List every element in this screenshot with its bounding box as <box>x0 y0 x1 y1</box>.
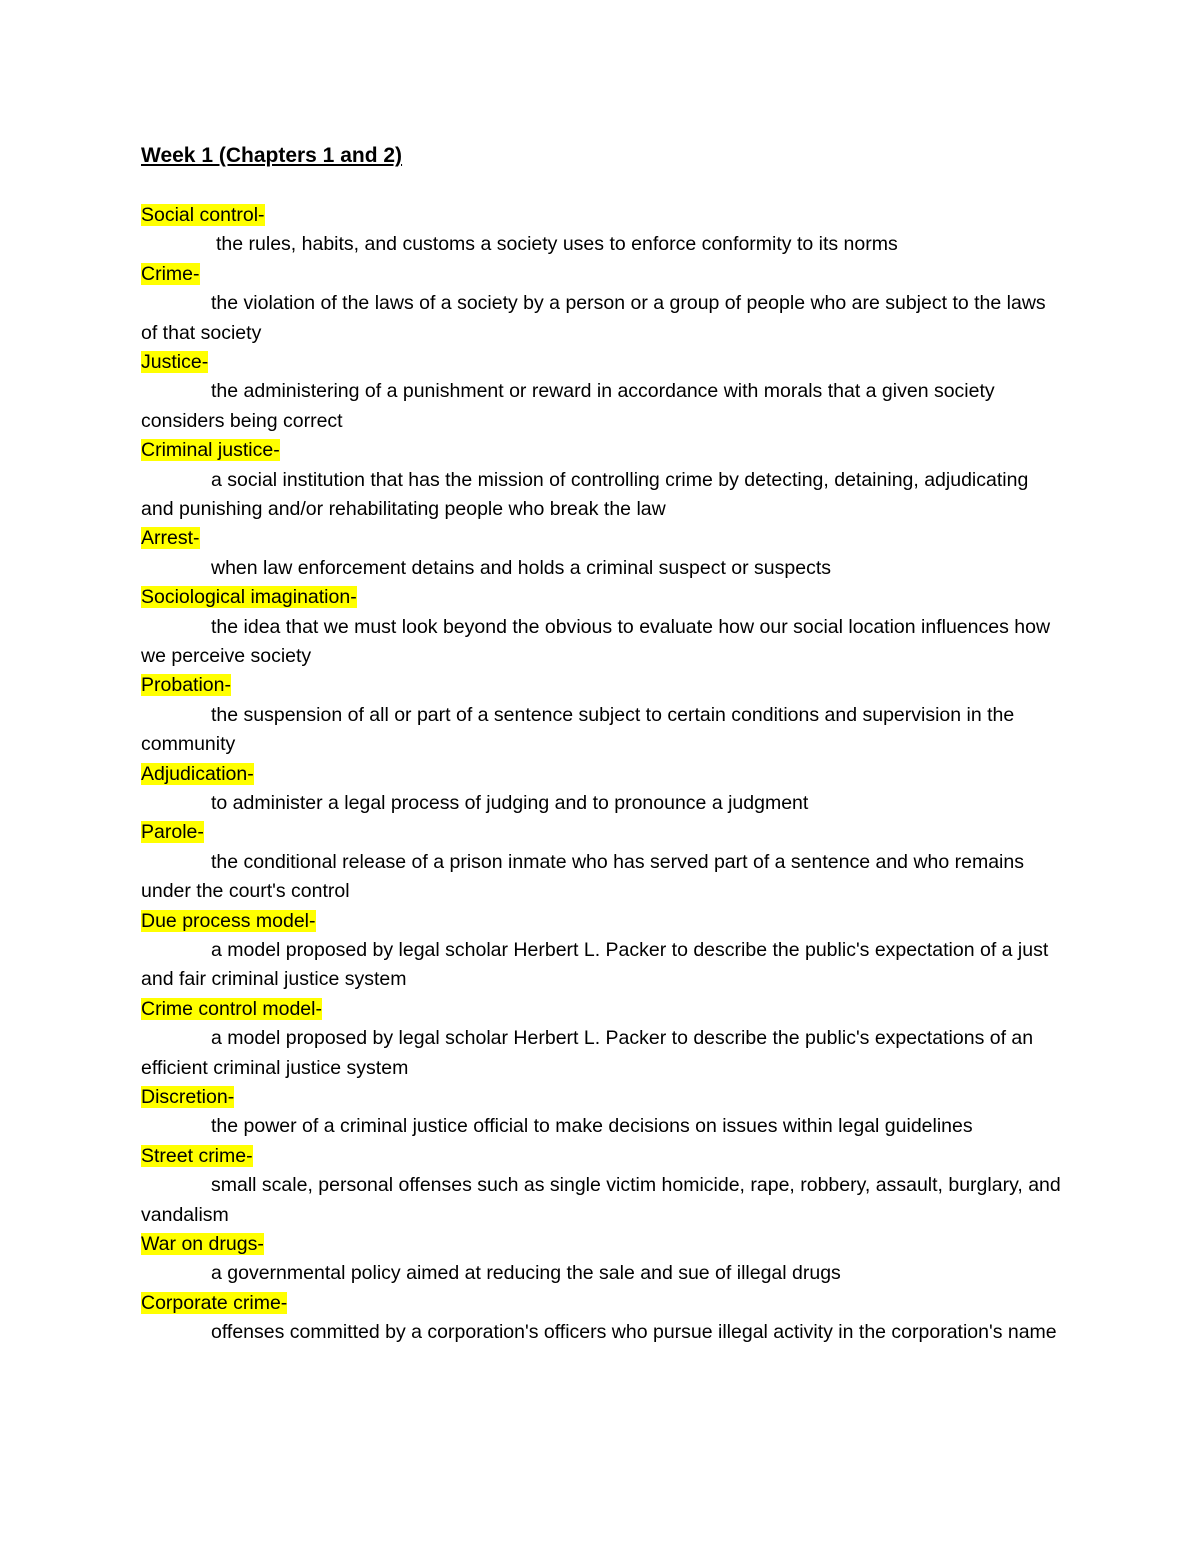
glossary-term: Street crime- <box>141 1144 253 1167</box>
glossary-definition: a model proposed by legal scholar Herbert L. Packer to describe the public's expectations of an efficient criminal justice system <box>141 1027 1034 1079</box>
glossary-definition: the violation of the laws of a society by a person or a group of people who are subject to the laws of that society <box>141 292 1046 344</box>
glossary-term: Adjudication- <box>141 762 254 785</box>
glossary-term: Probation- <box>141 674 231 697</box>
glossary-term: Sociological imagination- <box>141 586 357 609</box>
glossary-definition: the conditional release of a prison inmate who has served part of a sentence and who remains under the court's control <box>141 850 1024 903</box>
glossary-term: Corporate crime- <box>141 1291 288 1314</box>
glossary-term: Social control- <box>141 204 265 226</box>
glossary-term: Due process model- <box>141 909 316 932</box>
glossary-entry <box>141 524 1061 583</box>
glossary-definition: a governmental policy aimed at reducing the sale and sue of illegal drugs <box>211 1262 841 1285</box>
glossary-definition: to administer a legal process of judging and to pronounce a judgment <box>211 792 809 814</box>
glossary-definition: a model proposed by legal scholar Herbert L. Packer to describe the public's expectation of a just and fair criminal justice system <box>141 939 1049 991</box>
glossary-entry <box>141 760 1061 819</box>
glossary-definition: the rules, habits, and customs a society uses to enforce conformity to its norms <box>216 233 898 256</box>
glossary-term: Discretion- <box>141 1086 235 1109</box>
glossary-entry <box>141 348 1061 436</box>
glossary-entry <box>141 436 1061 524</box>
glossary-term: War on drugs- <box>141 1233 264 1256</box>
glossary-term: Parole- <box>141 821 204 844</box>
glossary-definition: when law enforcement detains and holds a criminal suspect or suspects <box>211 556 831 579</box>
glossary-definition: small scale, personal offenses such as single victim homicide, rape, robbery, assault, burglary, and vandalism <box>141 1174 1061 1226</box>
glossary-entry <box>141 1289 1061 1348</box>
glossary-term: Crime- <box>141 262 200 285</box>
glossary-entry <box>141 583 1061 671</box>
glossary-entry <box>141 1142 1061 1230</box>
glossary-entry <box>141 1083 1061 1142</box>
glossary-entry <box>141 671 1061 759</box>
glossary-definition: the suspension of all or part of a sentence subject to certain conditions and supervision in the community <box>141 703 1015 756</box>
glossary-term: Criminal justice- <box>141 439 280 462</box>
glossary-definition: offenses committed by a corporation's officers who pursue illegal activity in the corporation's name <box>211 1321 1057 1344</box>
glossary-term: Justice- <box>141 351 209 373</box>
glossary-entry <box>141 260 1061 348</box>
glossary-term: Crime control model- <box>141 997 322 1020</box>
glossary-definition: the idea that we must look beyond the obvious to evaluate how our social location influences how we perceive society <box>141 615 1051 667</box>
document-page <box>141 141 1061 1348</box>
glossary-entry <box>141 907 1061 995</box>
glossary-entry <box>141 995 1061 1083</box>
glossary-term: Arrest- <box>141 527 200 550</box>
glossary-entry <box>141 1230 1061 1289</box>
page-title: Week 1 (Chapters 1 and 2) <box>141 144 403 167</box>
glossary-definition: the power of a criminal justice official to make decisions on issues within legal guidelines <box>211 1115 973 1138</box>
glossary-entry <box>141 201 1061 260</box>
glossary-definition: a social institution that has the mission of controlling crime by detecting, detaining, adjudicating and punishing and/or rehabilitating people who break the law <box>141 468 1029 520</box>
glossary-definition: the administering of a punishment or reward in accordance with morals that a given society considers being correct <box>141 380 995 432</box>
glossary-entry <box>141 818 1061 906</box>
